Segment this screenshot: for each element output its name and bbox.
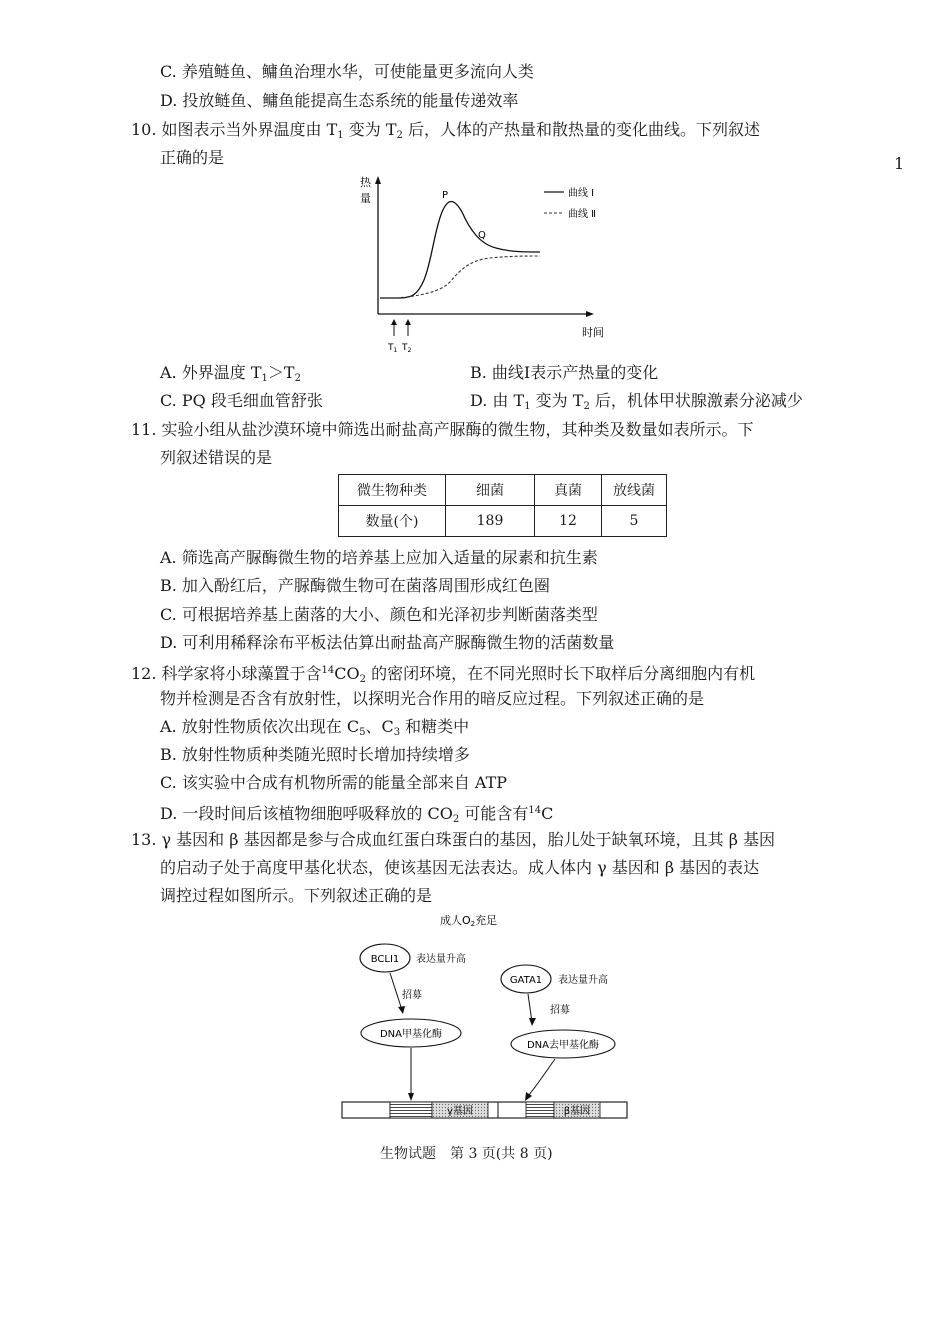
q11-option-a: A. 筛选高产脲酶微生物的培养基上应加入适量的尿素和抗生素	[160, 548, 598, 567]
q11-stem-line2: 列叙述错误的是	[160, 448, 273, 467]
q11-microbe-table	[338, 474, 667, 537]
q10-heat-graph	[350, 170, 630, 360]
legend-curve-one: 曲线 Ⅰ	[568, 188, 595, 199]
recruit-label-2: 招募	[550, 1005, 570, 1016]
table-cell: 12	[535, 506, 602, 537]
point-p-label: P	[442, 190, 449, 201]
table-row	[339, 475, 667, 506]
q13-stem-line2: 的启动子处于高度甲基化状态，使该基因无法表达。成人体内 γ 基因和 β 基因的表达	[160, 858, 760, 877]
q12-option-a: A. 放射性物质依次出现在 $C_5$、$C_3$ 和糖类中	[160, 717, 470, 738]
q12-option-c: C. 该实验中合成有机物所需的能量全部来自 ATP	[160, 773, 508, 792]
table-header-cell: 细菌	[446, 475, 535, 506]
q11-option-c: C. 可根据培养基上菌落的大小、颜色和光泽初步判断菌落类型	[160, 605, 598, 624]
q12-option-d: D. 一段时间后该植物细胞呼吸释放的 $CO_2$ 可能含有$^{14}$C	[160, 804, 554, 825]
table-row	[339, 506, 667, 537]
t1-label: $T_1$	[388, 343, 398, 354]
diagram-title: 成人O2充足	[440, 914, 498, 928]
q9-option-c: C. 养殖鲢鱼、鳙鱼治理水华，可使能量更多流向人类	[160, 62, 534, 81]
table-header-cell: 微生物种类	[339, 475, 446, 506]
q11-stem-line1: 11. 实验小组从盐沙漠环境中筛选出耐盐高产脲酶的微生物，其种类及数量如表所示。下	[131, 420, 754, 439]
dna-demethylase-label: DNA去甲基化酶	[526, 1040, 600, 1051]
table-header-cell: 真菌	[535, 475, 602, 506]
q10-option-d: D. 由 $T_1$ 变为 $T_2$ 后，机体甲状腺激素分泌减少	[470, 391, 803, 412]
table-cell: 数量(个)	[339, 506, 446, 537]
dna-methylase-label: DNA甲基化酶	[379, 1029, 443, 1040]
q10-stem-line1: 10. 如图表示当外界温度由 $T_1$ 变为 $T_2$ 后，人体的产热量和散热量的变化曲线。下列叙述	[131, 120, 760, 141]
q10-stem-line2: 正确的是	[160, 148, 225, 167]
gamma-gene-label: γ基因	[447, 1106, 473, 1117]
page-marker: 1	[894, 154, 905, 173]
q10-option-b: B. 曲线Ⅰ表示产热量的变化	[470, 363, 659, 382]
t2-label: $T_2$	[402, 343, 412, 354]
legend-curve-two: 曲线 Ⅱ	[568, 209, 597, 220]
curve-one	[380, 202, 540, 299]
q9-option-d: D. 投放鲢鱼、鳙鱼能提高生态系统的能量传递效率	[160, 91, 519, 110]
table-cell: 189	[446, 506, 535, 537]
gata-label: GATA1	[509, 975, 543, 986]
table-header-cell: 放线菌	[602, 475, 667, 506]
q13-stem-line1: 13. γ 基因和 β 基因都是参与合成血红蛋白珠蛋白的基因，胎儿处于缺氧环境，且其 β 基因	[131, 830, 776, 849]
bcl-expression-note: 表达量升高	[416, 954, 466, 965]
graph-x-label: 时间	[582, 326, 604, 339]
gata-expression-note: 表达量升高	[558, 975, 608, 986]
q12-stem-line2: 物并检测是否含有放射性，以探明光合作用的暗反应过程。下列叙述正确的是	[160, 689, 705, 708]
point-q-label: Q	[478, 230, 486, 241]
gamma-promoter	[390, 1102, 432, 1118]
graph-y-label-1: 热	[360, 176, 371, 189]
graph-y-label-2: 量	[360, 192, 371, 205]
q11-option-d: D. 可利用稀释涂布平板法估算出耐盐高产脲酶微生物的活菌数量	[160, 633, 615, 652]
beta-gene-label: β基因	[563, 1106, 591, 1117]
page-footer: 生物试题 第 3 页(共 8 页)	[380, 1146, 553, 1162]
recruit-label-1: 招募	[402, 990, 422, 1001]
bcl-label: BCLI1	[370, 954, 400, 965]
beta-promoter	[526, 1102, 554, 1118]
table-cell: 5	[602, 506, 667, 537]
q10-option-a: A. 外界温度 $T_1>T_2$	[160, 363, 301, 384]
q12-option-b: B. 放射性物质种类随光照时长增加持续增多	[160, 745, 470, 764]
q10-option-c: C. PQ 段毛细血管舒张	[160, 391, 323, 410]
q12-stem-line1: 12. 科学家将小球藻置于含$^{14}CO_2$ 的密闭环境，在不同光照时长下取样后分离细胞内有机	[131, 664, 756, 685]
q11-option-b: B. 加入酚红后，产脲酶微生物可在菌落周围形成红色圈	[160, 576, 550, 595]
q13-gene-regulation-diagram	[330, 908, 640, 1128]
q13-stem-line3: 调控过程如图所示。下列叙述正确的是	[160, 886, 433, 905]
